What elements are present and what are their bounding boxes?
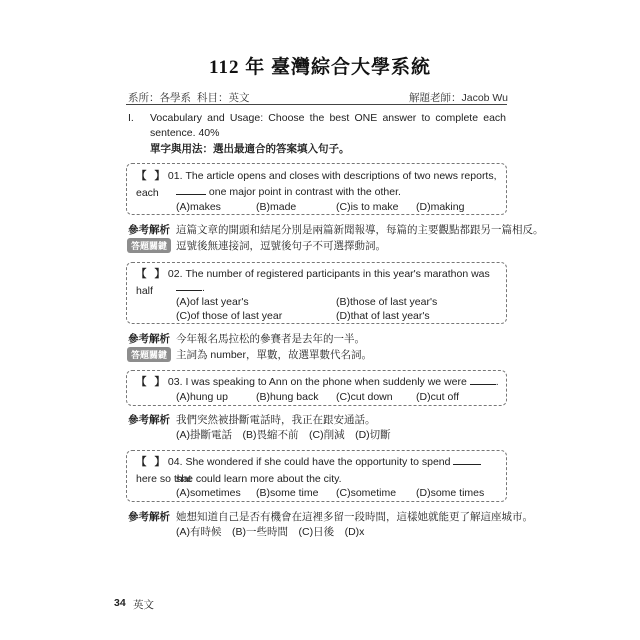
- option-a: (A)sometimes: [176, 487, 241, 499]
- question-3: 【 】 03. I was speaking to Ann on the phone when suddenly we were .: [136, 376, 499, 388]
- page-number: 34: [114, 597, 126, 609]
- question-number: 03.: [167, 376, 183, 388]
- subject-label: 科目：英文: [197, 92, 250, 104]
- question-line1: The number of registered participants in this year's marathon was half: [136, 268, 490, 297]
- analysis-text: 她想知道自己是否有機會在這裡多留一段時間，這樣她就能更了解這座城市。: [176, 511, 533, 523]
- option-a: (A)hung up: [176, 391, 228, 403]
- option-d: (D)cut off: [416, 391, 459, 403]
- option-d: (D)making: [416, 201, 465, 213]
- option-c: (C)of those of last year: [176, 310, 283, 322]
- key-badge: 答題關鍵: [127, 347, 171, 362]
- analysis-text: 這篇文章的開頭和結尾分別是兩篇新聞報導，每篇的主要觀點都跟另一篇相反。: [176, 224, 544, 236]
- answer-blank: [453, 454, 481, 465]
- answer-blank: [470, 374, 496, 385]
- question-number: 02.: [167, 268, 183, 280]
- question-line1: She wondered if she could have the opportunity to spend: [185, 456, 451, 468]
- option-d: (D)that of last year's: [336, 310, 430, 322]
- teacher-label: 解題老師：Jacob Wu: [409, 92, 508, 104]
- analysis-glossary: (A)有時候 (B)一些時間 (C)日後 (D)x: [176, 526, 365, 538]
- analysis-label: 參考解析: [128, 414, 170, 426]
- option-a: (A)of last year's: [176, 296, 249, 308]
- question-line1: I was speaking to Ann on the phone when suddenly we were: [185, 376, 467, 388]
- key-text: 主詞為 number，單數，故選單數代名詞。: [176, 349, 373, 361]
- option-c: (C)cut down: [336, 391, 393, 403]
- key-text: 逗號後無連接詞，逗號後句子不可選擇動詞。: [176, 240, 386, 252]
- analysis-text: 今年報名馬拉松的參賽者是去年的一半。: [176, 333, 365, 345]
- key-badge: 答題關鍵: [127, 238, 171, 253]
- answer-blank: [176, 184, 206, 195]
- option-a: (A)makes: [176, 201, 221, 213]
- option-d: (D)some times: [416, 487, 485, 499]
- question-4-line2: she could learn more about the city.: [176, 473, 342, 485]
- option-b: (B)made: [256, 201, 297, 213]
- department-label: 系所：各學系: [128, 92, 191, 104]
- option-b: (B)hung back: [256, 391, 319, 403]
- analysis-glossary: (A)掛斷電話 (B)畏縮不前 (C)削減 (D)切斷: [176, 429, 391, 441]
- option-c: (C)is to make: [336, 201, 399, 213]
- footer-subject: 英文: [133, 599, 154, 611]
- section-text: Vocabulary and Usage: Choose the best ONE answer to complete each sentence. 40%: [150, 112, 506, 139]
- section-number: I.: [128, 112, 134, 124]
- option-b: (B)those of last year's: [336, 296, 438, 308]
- page-title: 112 年 臺灣綜合大學系統: [209, 57, 431, 78]
- question-number: 04.: [167, 456, 183, 468]
- question-number: 01.: [167, 170, 183, 182]
- option-c: (C)sometime: [336, 487, 397, 499]
- section-subtitle: 單字與用法：選出最適合的答案填入句子。: [150, 143, 350, 155]
- question-4: 【 】 04. She wondered if she could have the opportunity to spend here so that: [136, 454, 502, 488]
- question-1-line2: one major point in contrast with the other.: [176, 184, 496, 201]
- question-line1: The article opens and closes with descriptions of two news reports, each: [136, 170, 497, 199]
- option-b: (B)some time: [256, 487, 319, 499]
- answer-blank: [176, 280, 202, 291]
- question-1: 【 】 01. The article opens and closes with descriptions of two news reports, each: [136, 170, 497, 199]
- analysis-label: 參考解析: [128, 511, 170, 523]
- analysis-label: 參考解析: [128, 333, 170, 345]
- analysis-text: 我們突然被掛斷電話時，我正在跟安通話。: [176, 414, 376, 426]
- header-divider: [126, 104, 507, 105]
- question-2-line2: .: [176, 280, 205, 297]
- question-2: 【 】 02. The number of registered participants in this year's marathon was half: [136, 268, 490, 297]
- analysis-label: 參考解析: [128, 224, 170, 236]
